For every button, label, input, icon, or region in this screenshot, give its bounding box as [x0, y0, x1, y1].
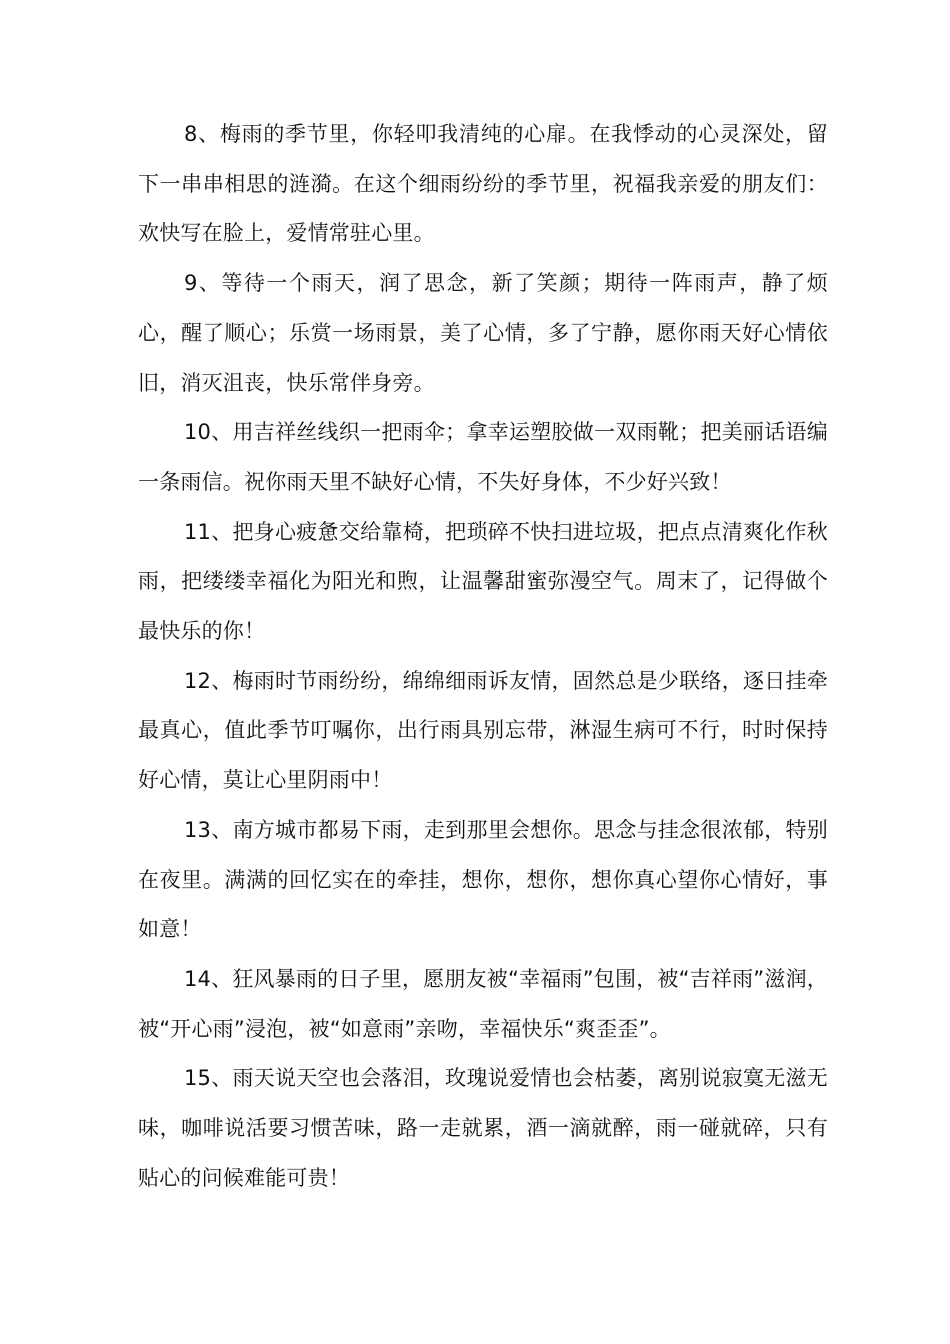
paragraph-11: 11、把身心疲惫交给靠椅，把琐碎不快扫进垃圾，把点点清爽化作秋雨，把缕缕幸福化为阳光和煦，让温馨甜蜜弥漫空气。周末了，记得做个最快乐的你！: [138, 519, 828, 644]
paragraph-10: 10、用吉祥丝线织一把雨伞；拿幸运塑胶做一双雨靴；把美丽话语编一条雨信。祝你雨天里不缺好心情，不失好身体，不少好兴致！: [138, 420, 828, 494]
paragraph-15: 15、雨天说天空也会落泪，玫瑰说爱情也会枯萎，离别说寂寞无滋无味，咖啡说活要习惯苦味，路一走就累，酒一滴就醉，雨一碰就碎，只有贴心的问候难能可贵！: [138, 1066, 828, 1190]
paragraph-8: 8、梅雨的季节里，你轻叩我清纯的心扉。在我悸动的心灵深处，留下一串串相思的涟漪。在这个细雨纷纷的季节里，祝福我亲爱的朋友们：欢快写在脸上，爱情常驻心里。: [138, 122, 828, 246]
paragraph-12: 12、梅雨时节雨纷纷，绵绵细雨诉友情，固然总是少联络，逐日挂牵最真心，值此季节叮嘱你，出行雨具别忘带，淋湿生病可不行，时时保持好心情，莫让心里阴雨中！: [138, 668, 828, 793]
paragraph-9: 9、等待一个雨天，润了思念，新了笑颜；期待一阵雨声，静了烦心，醒了顺心；乐赏一场雨景，美了心情，多了宁静，愿你雨天好心情依旧，消灭沮丧，快乐常伴身旁。: [138, 271, 828, 395]
paragraph-14: 14、狂风暴雨的日子里，愿朋友被“幸福雨”包围，被“吉祥雨”滋润，被“开心雨”浸泡，被“如意雨”亲吻，幸福快乐“爽歪歪”。: [138, 966, 828, 1041]
paragraph-13: 13、南方城市都易下雨，走到那里会想你。思念与挂念很浓郁，特别在夜里。满满的回忆实在的牵挂，想你，想你，想你真心望你心情好，事如意！: [138, 817, 828, 942]
document-body: [138, 110, 828, 1203]
